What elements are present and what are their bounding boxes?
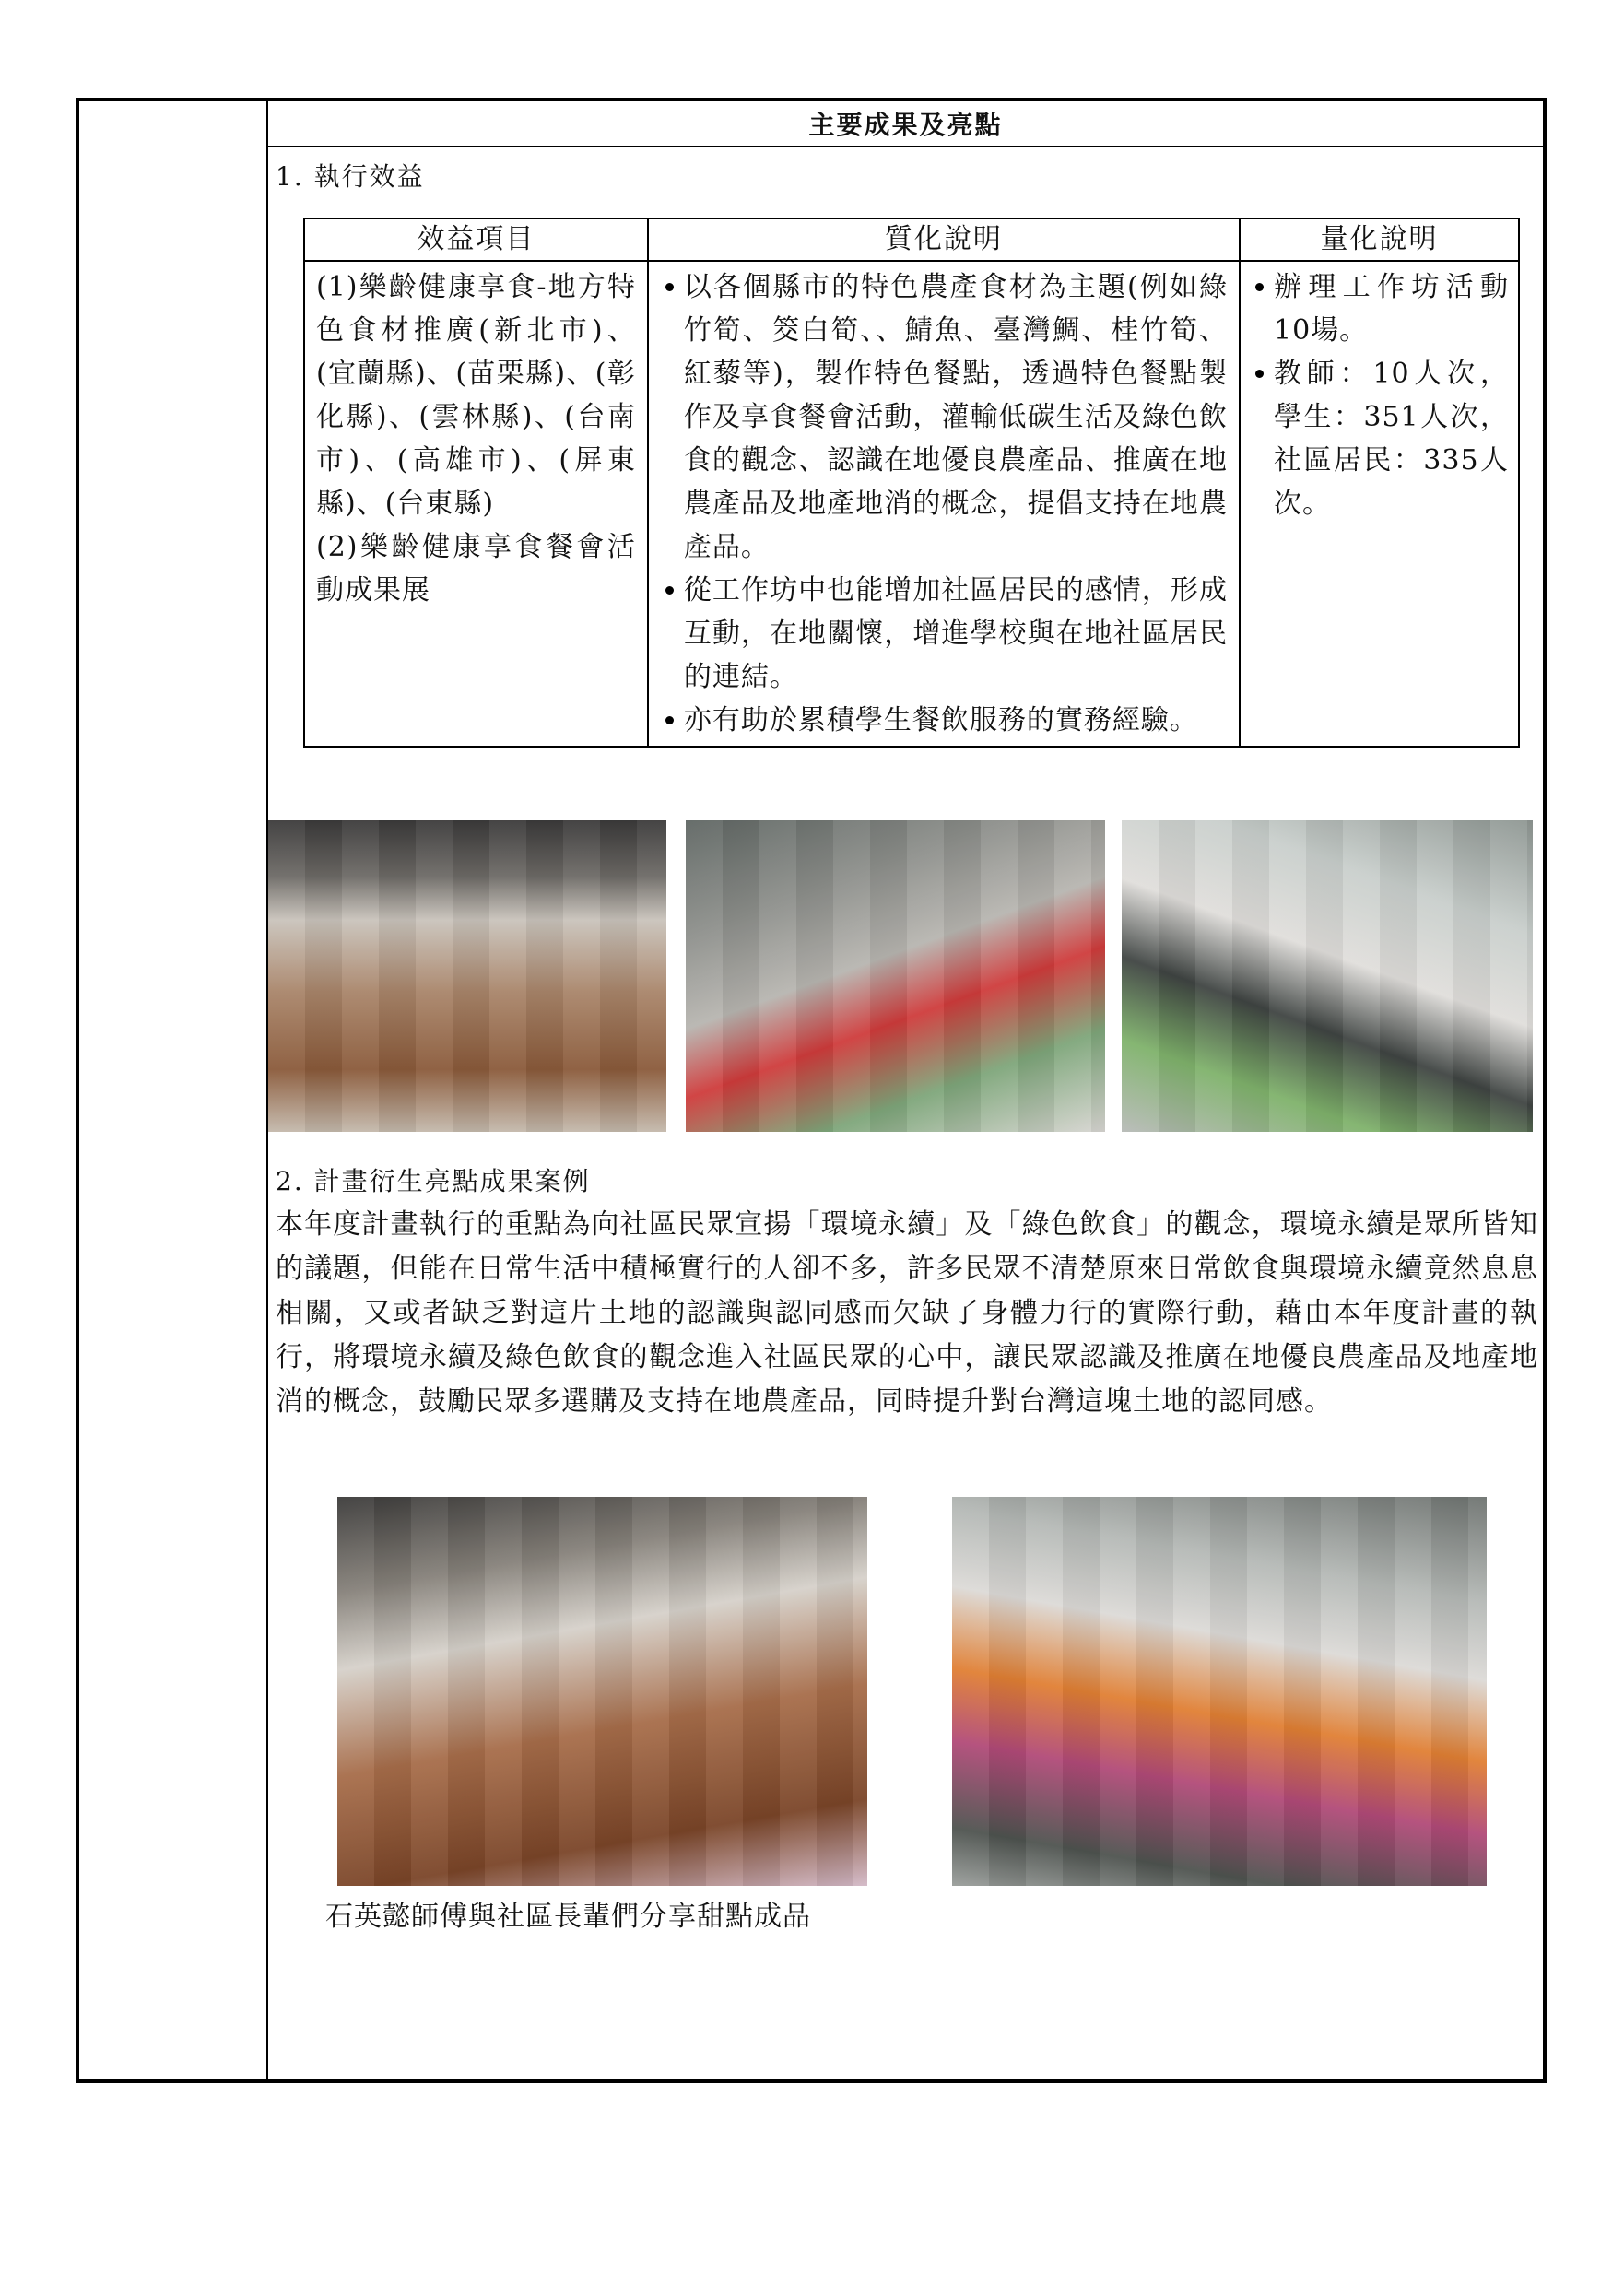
left-label-column — [79, 101, 268, 2079]
item2-paragraph: 本年度計畫執行的重點為向社區民眾宣揚「環境永續」及「綠色飲食」的觀念，環境永續是眾所皆知的議題，但能在日常生活中積極實行的人卻不多，許多民眾不清楚原來日常飲食與環境永續竟然息息相關，又或者缺乏對這片土地的認識與認同感而欠缺了身體力行的實際行動，藉由本年度計畫的執行，將環境永續及綠色飲食的觀念進入社區民眾的心中，讓民眾認識及推廣在地優良農產品及地產地消的概念，鼓勵民眾多選購及支持在地農產品，同時提升對台灣這塊土地的認同感。 — [276, 1208, 1538, 1418]
benefit-table — [303, 218, 1520, 748]
photo-dining-hall-lecture — [268, 820, 666, 1132]
benefit-item: (1)樂齡健康享食-地方特色食材推廣(新北市)、(宜蘭縣)、(苗栗縣)、(彰化縣)、(雲林縣)、(台南市)、(高雄市)、(屏東縣)、(台東縣) — [316, 271, 636, 520]
photo-chef-demonstration — [1122, 820, 1533, 1132]
benefit-item: (2)樂齡健康享食餐會活動成果展 — [316, 531, 636, 606]
item1-heading: 1. 執行效益 — [276, 161, 425, 192]
qualitative-bullet: 以各個縣市的特色農產食材為主題(例如綠竹筍、筊白筍、、鯖魚、臺灣鯛、桂竹筍、紅藜等)，製作特色餐點，透過特色餐點製作及享食餐會活動，灌輸低碳生活及綠色飲食的觀念、認識在地優良農產品、推廣在地農產品及地產地消的概念，提倡支持在地農產品。 — [684, 265, 1228, 569]
item2-heading: 2. 計畫衍生亮點成果案例 — [276, 1166, 591, 1196]
header-quantitative: 量化說明 — [1240, 218, 1519, 261]
photo-kitchen-workshop — [686, 820, 1105, 1132]
content-column — [268, 101, 1543, 2079]
header-benefit-item: 效益項目 — [304, 218, 648, 261]
table-header-row — [304, 218, 1519, 261]
qualitative-bullet: 從工作坊中也能增加社區居民的感情，形成互動，在地關懷，增進學校與在地社區居民的連結。 — [684, 569, 1228, 699]
header-qualitative: 質化說明 — [648, 218, 1240, 261]
table-row — [304, 261, 1519, 747]
photo-caption: 石英懿師傅與社區長輩們分享甜點成品 — [325, 1901, 811, 1933]
quantitative-bullet: 辦理工作坊活動10場。 — [1274, 265, 1509, 352]
quantitative-bullet: 教師：10人次，學生：351人次，社區居民：335人次。 — [1274, 352, 1509, 525]
photo-dessert-sharing — [337, 1497, 867, 1886]
quantitative-cell — [1240, 261, 1519, 747]
section-title: 主要成果及亮點 — [268, 101, 1543, 147]
document-frame — [76, 98, 1547, 2083]
photo-group-in-kitchen — [952, 1497, 1487, 1886]
qualitative-bullet: 亦有助於累積學生餐飲服務的實務經驗。 — [684, 699, 1228, 742]
qualitative-cell — [648, 261, 1240, 747]
benefit-items-cell — [304, 261, 648, 747]
